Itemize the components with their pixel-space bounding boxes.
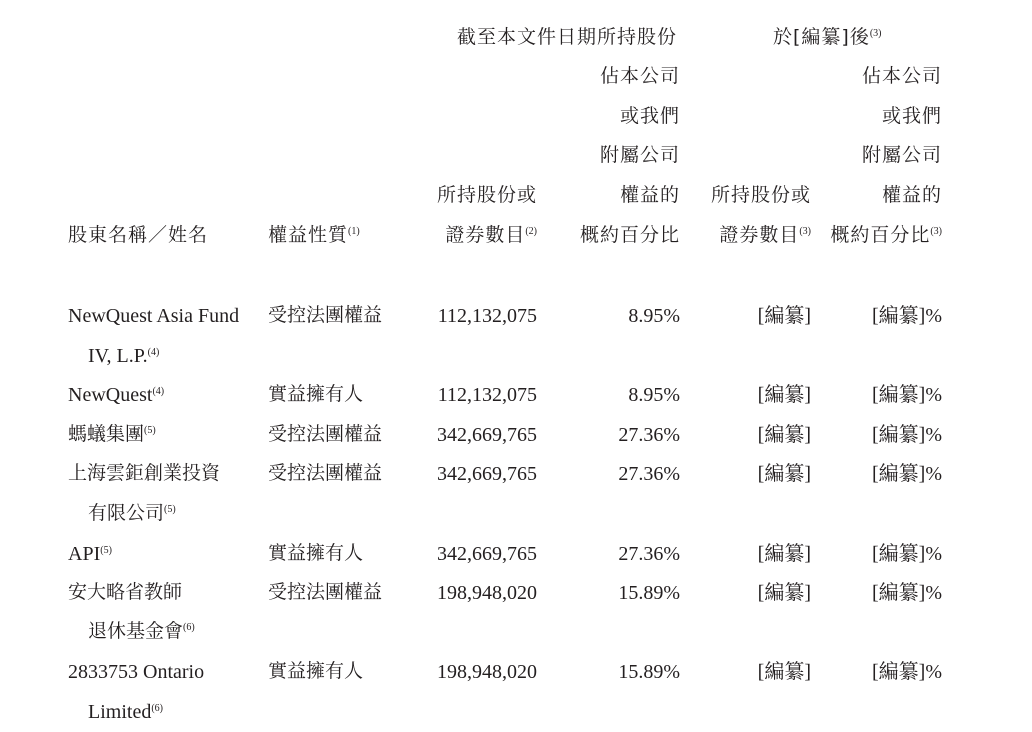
nature-column-header — [268, 226, 360, 245]
pct-header-line2: 或我們 — [619, 105, 680, 127]
footnote-ref: (4) — [152, 386, 165, 397]
shareholder-name-cont-text: IV, L.P. — [88, 345, 148, 367]
pct-header-line1: 佔本公司 — [599, 65, 680, 87]
after-pct-header-text: 概約百分比 — [830, 224, 931, 246]
shares-held: 112,132,075 — [437, 384, 537, 406]
footnote-ref: (6) — [183, 622, 195, 633]
after-shares-header-note: (3) — [799, 226, 811, 237]
approx-percentage: 8.95% — [628, 384, 680, 406]
shares-held: 342,669,765 — [437, 463, 537, 485]
after-shares-header-text: 證券數目 — [719, 224, 800, 246]
pct-header-line4: 權益的 — [619, 184, 680, 206]
shares-held: 198,948,020 — [437, 582, 537, 604]
pct-header-line5: 概約百分比 — [579, 224, 680, 246]
interest-nature: 實益擁有人 — [268, 542, 364, 564]
shares-held: 198,948,020 — [437, 661, 537, 683]
after-pct-header-line1: 佔本公司 — [861, 65, 942, 87]
interest-nature: 實益擁有人 — [268, 660, 364, 682]
after-shares-held: [編纂] — [757, 582, 811, 604]
group-header-after-text: 於[編纂]後 — [773, 26, 870, 48]
shareholder-name-cont — [88, 622, 195, 641]
approx-percentage: 27.36% — [618, 424, 680, 446]
shareholder-name-text: NewQuest — [68, 384, 153, 406]
after-shares-held: [編纂] — [757, 424, 811, 446]
shares-header-line2 — [445, 226, 537, 245]
shareholder-name: NewQuest Asia Fund — [68, 305, 240, 327]
interest-nature: 受控法團權益 — [268, 581, 383, 603]
after-approx-percentage: [編纂]% — [872, 424, 942, 446]
after-pct-header-line5 — [830, 226, 942, 245]
shareholder-name: 2833753 Ontario — [68, 661, 205, 683]
pct-header-line3: 附屬公司 — [599, 144, 680, 166]
group-header-after — [773, 28, 882, 47]
interest-nature: 受控法團權益 — [268, 462, 383, 484]
shareholder-name — [68, 385, 164, 405]
shareholder-name: 上海雲鉅創業投資 — [68, 462, 221, 484]
after-approx-percentage: [編纂]% — [872, 384, 942, 406]
after-shares-header-line1: 所持股份或 — [710, 184, 811, 206]
shareholder-name-cont — [88, 702, 163, 722]
shareholder-name-cont-text: 退休基金會 — [88, 620, 184, 642]
after-approx-percentage: [編纂]% — [872, 543, 942, 565]
shareholder-name — [68, 544, 112, 564]
after-shares-held: [編纂] — [757, 305, 811, 327]
footnote-ref: (4) — [147, 347, 160, 358]
after-approx-percentage: [編纂]% — [872, 305, 942, 327]
shares-header-note: (2) — [525, 226, 537, 237]
approx-percentage: 27.36% — [618, 463, 680, 485]
after-pct-header-line2: 或我們 — [881, 105, 942, 127]
after-pct-header-line3: 附屬公司 — [861, 144, 942, 166]
shareholder-name-text: API — [68, 543, 101, 565]
after-pct-header-note: (3) — [930, 226, 942, 237]
nature-header-text: 權益性質 — [268, 224, 349, 246]
after-shares-held: [編纂] — [757, 661, 811, 683]
after-shares-held: [編纂] — [757, 384, 811, 406]
shares-held: 342,669,765 — [437, 424, 537, 446]
shareholder-name-cont — [88, 346, 159, 366]
shares-header-text: 證券數目 — [445, 224, 526, 246]
approx-percentage: 15.89% — [618, 661, 680, 683]
after-pct-header-line4: 權益的 — [881, 184, 942, 206]
shares-header-line1: 所持股份或 — [436, 184, 537, 206]
approx-percentage: 8.95% — [628, 305, 680, 327]
shares-held: 342,669,765 — [437, 543, 537, 565]
footnote-ref: (5) — [164, 504, 176, 515]
nature-header-note: (1) — [348, 226, 360, 237]
shareholder-name: 安大略省教師 — [68, 581, 183, 603]
footnote-ref: (6) — [151, 703, 163, 714]
shareholder-name-cont — [88, 504, 176, 523]
after-shares-header-line2 — [719, 226, 811, 245]
footnote-ref: (5) — [100, 545, 112, 556]
footnote-ref: (5) — [144, 425, 156, 436]
interest-nature: 受控法團權益 — [268, 304, 383, 326]
shareholder-name-text: 螞蟻集團 — [68, 423, 145, 445]
after-shares-held: [編纂] — [757, 543, 811, 565]
shareholder-name-cont-text: 有限公司 — [88, 502, 165, 524]
after-shares-held: [編纂] — [757, 463, 811, 485]
group-header-after-note: (3) — [869, 28, 882, 39]
approx-percentage: 27.36% — [618, 543, 680, 565]
after-approx-percentage: [編纂]% — [872, 582, 942, 604]
shares-held: 112,132,075 — [437, 305, 537, 327]
shareholder-name-cont-text: Limited — [88, 701, 152, 723]
interest-nature: 實益擁有人 — [268, 383, 364, 405]
interest-nature: 受控法團權益 — [268, 423, 383, 445]
approx-percentage: 15.89% — [618, 582, 680, 604]
name-column-header: 股東名稱／姓名 — [68, 224, 209, 246]
after-approx-percentage: [編纂]% — [872, 661, 942, 683]
shareholder-name — [68, 425, 156, 444]
after-approx-percentage: [編纂]% — [872, 463, 942, 485]
group-header-current: 截至本文件日期所持股份 — [457, 26, 678, 48]
